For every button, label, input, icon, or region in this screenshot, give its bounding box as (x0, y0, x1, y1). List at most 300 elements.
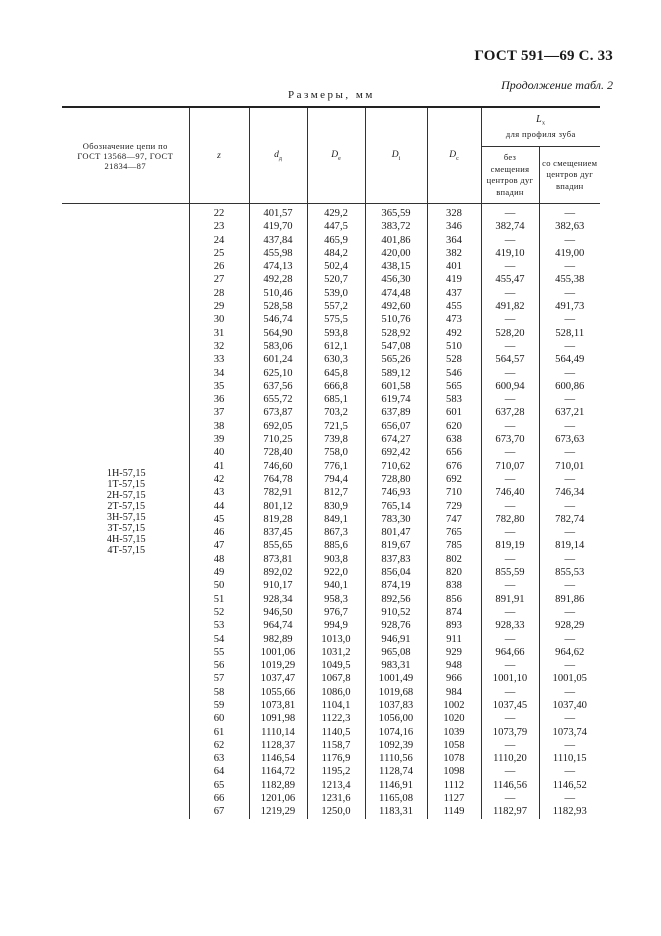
lx-with-shift-value: 455,38 (539, 273, 600, 286)
z-value: 32 (189, 340, 249, 353)
column-header-Di: $D_i$ (365, 107, 427, 204)
dd-value: 419,70 (249, 220, 307, 233)
Di-value: 674,27 (365, 433, 427, 446)
dd-value: 746,60 (249, 460, 307, 473)
lx-without-shift-value: — (481, 739, 539, 752)
dd-value: 710,25 (249, 433, 307, 446)
lx-with-shift-value: — (539, 204, 600, 221)
De-value: 630,3 (307, 353, 365, 366)
z-value: 29 (189, 300, 249, 313)
Dc-value: 382 (427, 247, 481, 260)
lx-with-shift-value: — (539, 659, 600, 672)
dd-value: 625,10 (249, 367, 307, 380)
chain-designation: 4Т-57,15 (107, 544, 146, 556)
z-value: 34 (189, 367, 249, 380)
lx-without-shift-value: — (481, 287, 539, 300)
lx-without-shift-value: — (481, 712, 539, 725)
Dc-value: 1039 (427, 726, 481, 739)
dd-value: 655,72 (249, 393, 307, 406)
lx-with-shift-value: — (539, 792, 600, 805)
De-value: 1231,6 (307, 792, 365, 805)
lx-without-shift-value: 528,20 (481, 327, 539, 340)
Di-value: 401,86 (365, 234, 427, 247)
dd-value: 764,78 (249, 473, 307, 486)
z-value: 42 (189, 473, 249, 486)
Di-value: 492,60 (365, 300, 427, 313)
Di-value: 983,31 (365, 659, 427, 672)
z-value: 57 (189, 672, 249, 685)
lx-with-shift-value: — (539, 260, 600, 273)
z-value: 62 (189, 739, 249, 752)
De-value: 1176,9 (307, 752, 365, 765)
De-value: 465,9 (307, 234, 365, 247)
column-header-Lx: $L_x$ для профиля зуба (481, 107, 600, 147)
z-value: 36 (189, 393, 249, 406)
chain-designation: 3Н-57,15 (106, 511, 146, 523)
De-value: 794,4 (307, 473, 365, 486)
De-value: 958,3 (307, 593, 365, 606)
Dc-value: 473 (427, 313, 481, 326)
z-value: 55 (189, 646, 249, 659)
Di-value: 765,14 (365, 500, 427, 513)
Di-value: 1001,49 (365, 672, 427, 685)
Dc-value: 510 (427, 340, 481, 353)
Dc-value: 874 (427, 606, 481, 619)
column-header-with-shift: со смещением центров дуг впадин (539, 147, 600, 204)
Di-value: 946,91 (365, 633, 427, 646)
Di-value: 1110,56 (365, 752, 427, 765)
De-value: 645,8 (307, 367, 365, 380)
De-value: 685,1 (307, 393, 365, 406)
De-value: 849,1 (307, 513, 365, 526)
Di-value: 892,56 (365, 593, 427, 606)
z-value: 26 (189, 260, 249, 273)
De-value: 557,2 (307, 300, 365, 313)
Dc-value: 710 (427, 486, 481, 499)
z-value: 63 (189, 752, 249, 765)
Di-value: 528,92 (365, 327, 427, 340)
lx-with-shift-value: — (539, 633, 600, 646)
lx-without-shift-value: 1001,10 (481, 672, 539, 685)
lx-with-shift-value: 419,00 (539, 247, 600, 260)
z-value: 40 (189, 446, 249, 459)
lx-with-shift-value: 637,21 (539, 406, 600, 419)
De-value: 739,8 (307, 433, 365, 446)
dd-value: 1073,81 (249, 699, 307, 712)
Di-value: 565,26 (365, 353, 427, 366)
dd-value: 1110,14 (249, 726, 307, 739)
De-value: 994,9 (307, 619, 365, 632)
De-value: 447,5 (307, 220, 365, 233)
Di-value: 819,67 (365, 539, 427, 552)
dd-value: 910,17 (249, 579, 307, 592)
Dc-value: 583 (427, 393, 481, 406)
lx-without-shift-value: 382,74 (481, 220, 539, 233)
De-value: 1140,5 (307, 726, 365, 739)
lx-without-shift-value: — (481, 659, 539, 672)
lx-without-shift-value: 928,33 (481, 619, 539, 632)
Dc-value: 565 (427, 380, 481, 393)
lx-without-shift-value: 1182,97 (481, 805, 539, 818)
lx-with-shift-value: 600,86 (539, 380, 600, 393)
z-value: 33 (189, 353, 249, 366)
Di-value: 837,83 (365, 553, 427, 566)
Dc-value: 856 (427, 593, 481, 606)
z-value: 41 (189, 460, 249, 473)
Di-value: 589,12 (365, 367, 427, 380)
De-value: 1158,7 (307, 739, 365, 752)
lx-with-shift-value: 746,34 (539, 486, 600, 499)
chain-designation: 3Т-57,15 (107, 522, 146, 534)
lx-without-shift-value: — (481, 367, 539, 380)
Di-value: 456,30 (365, 273, 427, 286)
lx-without-shift-value: 1110,20 (481, 752, 539, 765)
Dc-value: 802 (427, 553, 481, 566)
dd-value: 855,65 (249, 539, 307, 552)
lx-with-shift-value: — (539, 739, 600, 752)
z-value: 39 (189, 433, 249, 446)
De-value: 1086,0 (307, 686, 365, 699)
Di-value: 383,72 (365, 220, 427, 233)
dd-value: 692,05 (249, 420, 307, 433)
dd-value: 1037,47 (249, 672, 307, 685)
De-value: 429,2 (307, 204, 365, 221)
lx-without-shift-value: — (481, 420, 539, 433)
Di-value: 928,76 (365, 619, 427, 632)
lx-without-shift-value: — (481, 340, 539, 353)
lx-with-shift-value: — (539, 393, 600, 406)
De-value: 976,7 (307, 606, 365, 619)
lx-without-shift-value: — (481, 500, 539, 513)
Dc-value: 437 (427, 287, 481, 300)
Di-value: 510,76 (365, 313, 427, 326)
De-value: 721,5 (307, 420, 365, 433)
De-value: 1104,1 (307, 699, 365, 712)
Di-value: 1037,83 (365, 699, 427, 712)
Di-value: 438,15 (365, 260, 427, 273)
lx-with-shift-value: 1037,40 (539, 699, 600, 712)
dd-value: 583,06 (249, 340, 307, 353)
De-value: 1067,8 (307, 672, 365, 685)
Di-value: 728,80 (365, 473, 427, 486)
Dc-value: 966 (427, 672, 481, 685)
z-value: 31 (189, 327, 249, 340)
Dc-value: 676 (427, 460, 481, 473)
lx-without-shift-value: — (481, 579, 539, 592)
Dc-value: 656 (427, 446, 481, 459)
lx-without-shift-value: 819,19 (481, 539, 539, 552)
lx-with-shift-value: — (539, 234, 600, 247)
Dc-value: 419 (427, 273, 481, 286)
Dc-value: 893 (427, 619, 481, 632)
dd-value: 528,58 (249, 300, 307, 313)
De-value: 1213,4 (307, 779, 365, 792)
Dc-value: 911 (427, 633, 481, 646)
z-value: 67 (189, 805, 249, 818)
De-value: 1013,0 (307, 633, 365, 646)
Di-value: 619,74 (365, 393, 427, 406)
z-value: 38 (189, 420, 249, 433)
Di-value: 365,59 (365, 204, 427, 221)
lx-with-shift-value: — (539, 287, 600, 300)
Dc-value: 1078 (427, 752, 481, 765)
lx-with-shift-value: — (539, 686, 600, 699)
dd-value: 1219,29 (249, 805, 307, 818)
z-value: 61 (189, 726, 249, 739)
lx-without-shift-value: 600,94 (481, 380, 539, 393)
De-value: 520,7 (307, 273, 365, 286)
dd-value: 801,12 (249, 500, 307, 513)
lx-with-shift-value: — (539, 765, 600, 778)
De-value: 940,1 (307, 579, 365, 592)
z-value: 51 (189, 593, 249, 606)
Di-value: 1165,08 (365, 792, 427, 805)
chain-designation-cell (62, 204, 189, 819)
De-value: 539,0 (307, 287, 365, 300)
dd-value: 873,81 (249, 553, 307, 566)
Di-value: 910,52 (365, 606, 427, 619)
Dc-value: 638 (427, 433, 481, 446)
chain-designation: 1Н-57,15 (106, 468, 146, 480)
dd-value: 892,02 (249, 566, 307, 579)
column-header-z: z (189, 107, 249, 204)
z-value: 44 (189, 500, 249, 513)
De-value: 666,8 (307, 380, 365, 393)
z-value: 25 (189, 247, 249, 260)
lx-without-shift-value: — (481, 473, 539, 486)
Dc-value: 455 (427, 300, 481, 313)
column-header-Dc: $D_c$ (427, 107, 481, 204)
dd-value: 819,28 (249, 513, 307, 526)
Dc-value: 1149 (427, 805, 481, 818)
z-value: 58 (189, 686, 249, 699)
lx-with-shift-value: — (539, 500, 600, 513)
lx-with-shift-value: 710,01 (539, 460, 600, 473)
De-value: 593,8 (307, 327, 365, 340)
dd-value: 546,74 (249, 313, 307, 326)
lx-with-shift-value: 928,29 (539, 619, 600, 632)
lx-without-shift-value: 782,80 (481, 513, 539, 526)
lx-with-shift-value: — (539, 340, 600, 353)
Dc-value: 1020 (427, 712, 481, 725)
dd-value: 982,89 (249, 633, 307, 646)
dd-value: 437,84 (249, 234, 307, 247)
De-value: 1122,3 (307, 712, 365, 725)
lx-with-shift-value: — (539, 367, 600, 380)
lx-with-shift-value: — (539, 553, 600, 566)
Di-value: 1128,74 (365, 765, 427, 778)
Dc-value: 620 (427, 420, 481, 433)
Di-value: 1146,91 (365, 779, 427, 792)
Di-value: 801,47 (365, 526, 427, 539)
Di-value: 420,00 (365, 247, 427, 260)
z-value: 59 (189, 699, 249, 712)
lx-with-shift-value: 1001,05 (539, 672, 600, 685)
Dc-value: 364 (427, 234, 481, 247)
De-value: 1031,2 (307, 646, 365, 659)
lx-without-shift-value: 491,82 (481, 300, 539, 313)
Dc-value: 546 (427, 367, 481, 380)
lx-without-shift-value: 564,57 (481, 353, 539, 366)
Di-value: 1092,39 (365, 739, 427, 752)
z-value: 52 (189, 606, 249, 619)
lx-without-shift-value: 673,70 (481, 433, 539, 446)
lx-without-shift-value: — (481, 686, 539, 699)
Dc-value: 1002 (427, 699, 481, 712)
Di-value: 710,62 (365, 460, 427, 473)
z-value: 65 (189, 779, 249, 792)
Dc-value: 747 (427, 513, 481, 526)
lx-with-shift-value: — (539, 526, 600, 539)
De-value: 1250,0 (307, 805, 365, 818)
dd-value: 782,91 (249, 486, 307, 499)
dd-value: 474,13 (249, 260, 307, 273)
dd-value: 601,24 (249, 353, 307, 366)
page-title: ГОСТ 591—69 С. 33 (474, 48, 613, 64)
lx-with-shift-value: 855,53 (539, 566, 600, 579)
dd-value: 1019,29 (249, 659, 307, 672)
z-value: 23 (189, 220, 249, 233)
z-value: 28 (189, 287, 249, 300)
column-header-dd: $d_д$ (249, 107, 307, 204)
lx-without-shift-value: 1146,56 (481, 779, 539, 792)
De-value: 885,6 (307, 539, 365, 552)
lx-without-shift-value: — (481, 606, 539, 619)
De-value: 758,0 (307, 446, 365, 459)
lx-without-shift-value: — (481, 446, 539, 459)
De-value: 612,1 (307, 340, 365, 353)
lx-with-shift-value: 673,63 (539, 433, 600, 446)
dd-value: 946,50 (249, 606, 307, 619)
lx-with-shift-value: 382,63 (539, 220, 600, 233)
Di-value: 1074,16 (365, 726, 427, 739)
dd-value: 455,98 (249, 247, 307, 260)
dd-value: 1201,06 (249, 792, 307, 805)
Dc-value: 765 (427, 526, 481, 539)
Dc-value: 1058 (427, 739, 481, 752)
lx-without-shift-value: 637,28 (481, 406, 539, 419)
Dc-value: 601 (427, 406, 481, 419)
dd-value: 1055,66 (249, 686, 307, 699)
De-value: 703,2 (307, 406, 365, 419)
z-value: 56 (189, 659, 249, 672)
Di-value: 692,42 (365, 446, 427, 459)
z-value: 24 (189, 234, 249, 247)
Dc-value: 1127 (427, 792, 481, 805)
table-body (62, 204, 600, 819)
column-header-without-shift: без смещения центров дуг впадин (481, 147, 539, 204)
De-value: 1195,2 (307, 765, 365, 778)
column-header-De: $D_e$ (307, 107, 365, 204)
dd-value: 673,87 (249, 406, 307, 419)
z-value: 53 (189, 619, 249, 632)
Di-value: 783,30 (365, 513, 427, 526)
lx-without-shift-value: 710,07 (481, 460, 539, 473)
lx-without-shift-value: 891,91 (481, 593, 539, 606)
dd-value: 1091,98 (249, 712, 307, 725)
Dc-value: 729 (427, 500, 481, 513)
chain-designation: 4Н-57,15 (106, 533, 146, 545)
dd-value: 1164,72 (249, 765, 307, 778)
dd-value: 1182,89 (249, 779, 307, 792)
dimensions-caption: Размеры, мм (288, 89, 375, 101)
lx-with-shift-value: — (539, 712, 600, 725)
De-value: 575,5 (307, 313, 365, 326)
Di-value: 874,19 (365, 579, 427, 592)
dd-value: 510,46 (249, 287, 307, 300)
Dc-value: 984 (427, 686, 481, 699)
De-value: 830,9 (307, 500, 365, 513)
Dc-value: 401 (427, 260, 481, 273)
Di-value: 474,48 (365, 287, 427, 300)
lx-without-shift-value: 1037,45 (481, 699, 539, 712)
z-value: 27 (189, 273, 249, 286)
dd-value: 1128,37 (249, 739, 307, 752)
lx-without-shift-value: — (481, 765, 539, 778)
lx-with-shift-value: 1146,52 (539, 779, 600, 792)
De-value: 502,4 (307, 260, 365, 273)
lx-without-shift-value: 855,59 (481, 566, 539, 579)
Di-value: 965,08 (365, 646, 427, 659)
table-continuation-note: Продолжение табл. 2 (501, 78, 613, 92)
dd-value: 928,34 (249, 593, 307, 606)
dd-value: 837,45 (249, 526, 307, 539)
lx-without-shift-value: — (481, 260, 539, 273)
De-value: 812,7 (307, 486, 365, 499)
lx-without-shift-value: 746,40 (481, 486, 539, 499)
Dc-value: 785 (427, 539, 481, 552)
lx-with-shift-value: 1182,93 (539, 805, 600, 818)
z-value: 49 (189, 566, 249, 579)
Dc-value: 948 (427, 659, 481, 672)
Dc-value: 328 (427, 204, 481, 221)
dd-value: 637,56 (249, 380, 307, 393)
z-value: 45 (189, 513, 249, 526)
lx-with-shift-value: 891,86 (539, 593, 600, 606)
lx-without-shift-value: 1073,79 (481, 726, 539, 739)
Dc-value: 1112 (427, 779, 481, 792)
z-value: 30 (189, 313, 249, 326)
Di-value: 1183,31 (365, 805, 427, 818)
z-value: 22 (189, 204, 249, 221)
lx-with-shift-value: 528,11 (539, 327, 600, 340)
lx-with-shift-value: 964,62 (539, 646, 600, 659)
Di-value: 601,58 (365, 380, 427, 393)
Dc-value: 838 (427, 579, 481, 592)
De-value: 867,3 (307, 526, 365, 539)
Di-value: 856,04 (365, 566, 427, 579)
Di-value: 637,89 (365, 406, 427, 419)
lx-without-shift-value: — (481, 234, 539, 247)
dd-value: 564,90 (249, 327, 307, 340)
lx-without-shift-value: — (481, 792, 539, 805)
z-value: 60 (189, 712, 249, 725)
table-row (62, 204, 600, 221)
lx-without-shift-value: 964,66 (481, 646, 539, 659)
chain-designation: 1Т-57,15 (107, 479, 146, 491)
z-value: 50 (189, 579, 249, 592)
Di-value: 656,07 (365, 420, 427, 433)
lx-with-shift-value: — (539, 606, 600, 619)
lx-with-shift-value: — (539, 446, 600, 459)
z-value: 46 (189, 526, 249, 539)
lx-without-shift-value: 455,47 (481, 273, 539, 286)
lx-without-shift-value: 419,10 (481, 247, 539, 260)
lx-with-shift-value: 564,49 (539, 353, 600, 366)
De-value: 903,8 (307, 553, 365, 566)
dd-value: 728,40 (249, 446, 307, 459)
lx-without-shift-value: — (481, 313, 539, 326)
